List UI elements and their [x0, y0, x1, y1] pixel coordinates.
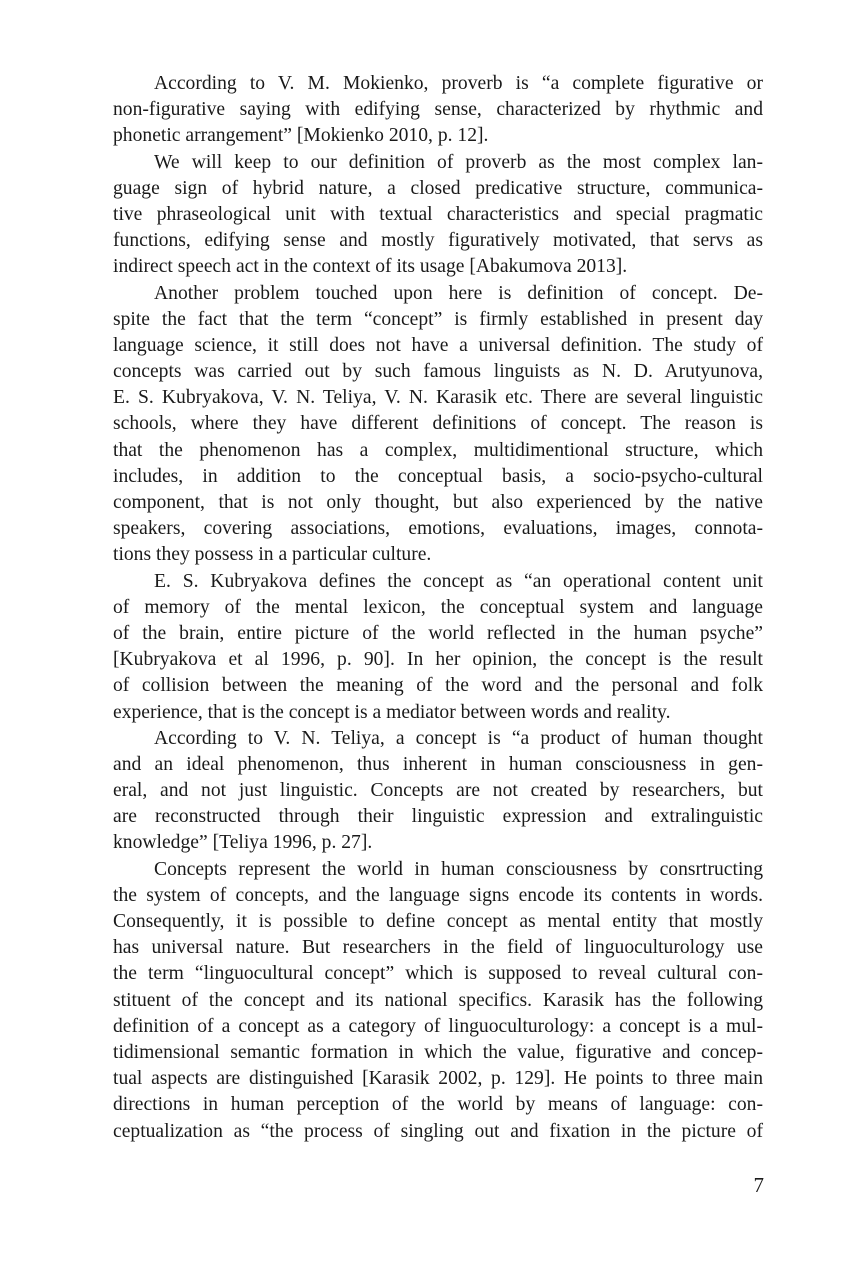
text-line: [113, 961, 763, 987]
text-line-content: spite the fact that the term “concept” is firmly established in present day: [113, 308, 763, 330]
text-line-content: functions, edifying sense and mostly figuratively motivated, that servs as: [113, 230, 763, 252]
text-line-content: stituent of the concept and its national specifics. Karasik has the following: [113, 989, 763, 1011]
text-line-content: schools, where they have different definitions of concept. The reason is: [113, 413, 763, 435]
text-line: [113, 857, 763, 883]
text-line-content: Consequently, it is possible to define concept as mental entity that mostly: [113, 911, 763, 932]
text-line-content: of memory of the mental lexicon, the conceptual system and language: [113, 596, 763, 618]
text-line: [113, 281, 763, 307]
text-line-content: of collision between the meaning of the word and the personal and folk: [113, 675, 763, 697]
paragraph: [113, 281, 763, 569]
text-line-content: and an ideal phenomenon, thus inherent in human consciousness in gen-: [113, 753, 763, 775]
text-line: [113, 202, 763, 228]
page-number: 7: [753, 1173, 764, 1197]
text-line-content: E. S. Kubryakova, V. N. Teliya, V. N. Karasik etc. There are several linguistic: [113, 387, 763, 409]
text-line-content: According to V. N. Teliya, a concept is “a product of human thought: [154, 727, 763, 749]
text-line: [113, 333, 763, 359]
text-line: [113, 621, 763, 647]
text-line: [113, 1014, 763, 1040]
text-line-content: E. S. Kubryakova defines the concept as “an operational content unit: [154, 570, 763, 592]
text-line: [113, 97, 763, 123]
text-line-content: indirect speech act in the context of its usage [Abakumova 2013].: [113, 256, 628, 278]
text-line-content: are reconstructed through their linguistic expression and extralinguistic: [113, 806, 763, 828]
text-line: [113, 647, 763, 673]
paragraph: [113, 150, 763, 281]
text-line: [113, 804, 763, 830]
text-line-content: speakers, covering associations, emotions, evaluations, images, connota-: [113, 518, 763, 540]
text-line: [113, 1066, 763, 1092]
text-line: [113, 673, 763, 699]
text-line-content: definition of a concept as a category of linguoculturology: a concept is a mul-: [113, 1015, 763, 1037]
text-line: [113, 464, 763, 490]
text-line-content: tions they possess in a particular culture.: [113, 544, 432, 566]
text-line-content: tual aspects are distinguished [Karasik 2002, p. 129]. He points to three main: [113, 1068, 763, 1090]
text-line-content: eral, and not just linguistic. Concepts are not created by researchers, but: [113, 780, 763, 802]
text-line-content: Concepts represent the world in human consciousness by consrtructing: [154, 858, 763, 880]
text-line: [113, 228, 763, 254]
text-line: [113, 569, 763, 595]
body-text: [113, 71, 763, 1145]
text-line-content: component, that is not only thought, but also experienced by the native: [113, 492, 763, 513]
text-line-content: We will keep to our definition of proverb as the most complex lan-: [154, 151, 763, 173]
text-line: [113, 935, 763, 961]
text-line-content: phonetic arrangement” [Mokienko 2010, p. 12].: [113, 125, 489, 147]
text-line: [113, 542, 763, 568]
text-line: [113, 359, 763, 385]
text-line-content: tidimensional semantic formation in which the value, figurative and concep-: [113, 1041, 763, 1063]
text-line-content: knowledge” [Teliya 1996, p. 27].: [113, 832, 373, 854]
paragraph: [113, 857, 763, 1145]
text-line: [113, 830, 763, 856]
text-line-content: tive phraseological unit with textual characteristics and special pragmatic: [113, 203, 763, 225]
text-line: [113, 988, 763, 1014]
text-line-content: the system of concepts, and the language signs encode its contents in words.: [113, 884, 763, 906]
text-line-content: non-figurative saying with edifying sense, characterized by rhythmic and: [113, 99, 763, 121]
text-line-content: the term “linguocultural concept” which is supposed to reveal cultural con-: [113, 963, 763, 985]
text-line-content: guage sign of hybrid nature, a closed predicative structure, communica-: [113, 177, 763, 199]
text-line: [113, 123, 763, 149]
text-line: [113, 778, 763, 804]
text-line-content: has universal nature. But researchers in the field of linguoculturology use: [113, 937, 763, 959]
text-line-content: that the phenomenon has a complex, multidimentional structure, which: [113, 439, 763, 461]
text-line: [113, 700, 763, 726]
text-line: [113, 726, 763, 752]
text-line-content: directions in human perception of the world by means of language: con-: [113, 1094, 763, 1116]
text-line: [113, 438, 763, 464]
text-line: [113, 307, 763, 333]
text-line-content: of the brain, entire picture of the world reflected in the human psyche”: [113, 622, 763, 644]
text-line: [113, 385, 763, 411]
paragraph: [113, 726, 763, 857]
paragraph: [113, 71, 763, 150]
text-line-content: Another problem touched upon here is definition of concept. De-: [154, 282, 763, 304]
text-line: [113, 150, 763, 176]
text-line-content: concepts was carried out by such famous linguists as N. D. Arutyunova,: [113, 361, 763, 383]
paragraph: [113, 569, 763, 726]
text-line: [113, 595, 763, 621]
text-line: [113, 490, 763, 516]
text-line: [113, 883, 763, 909]
text-line: [113, 411, 763, 437]
text-line: [113, 71, 763, 97]
text-line: [113, 516, 763, 542]
text-line: [113, 176, 763, 202]
text-line: [113, 254, 763, 280]
text-line-content: language science, it still does not have a universal definition. The study of: [113, 334, 763, 356]
text-line-content: ceptualization as “the process of singling out and fixation in the picture of: [113, 1120, 763, 1142]
text-line: [113, 1092, 763, 1118]
text-line-content: According to V. M. Mokienko, proverb is “a complete figurative or: [154, 73, 763, 94]
text-line: [113, 1119, 763, 1145]
text-line-content: [Kubryakova et al 1996, p. 90]. In her opinion, the concept is the result: [113, 649, 763, 671]
text-line-content: experience, that is the concept is a mediator between words and reality.: [113, 701, 671, 723]
text-line: [113, 1040, 763, 1066]
text-line: [113, 909, 763, 935]
text-line: [113, 752, 763, 778]
text-line-content: includes, in addition to the conceptual basis, a socio-psycho-cultural: [113, 465, 763, 487]
